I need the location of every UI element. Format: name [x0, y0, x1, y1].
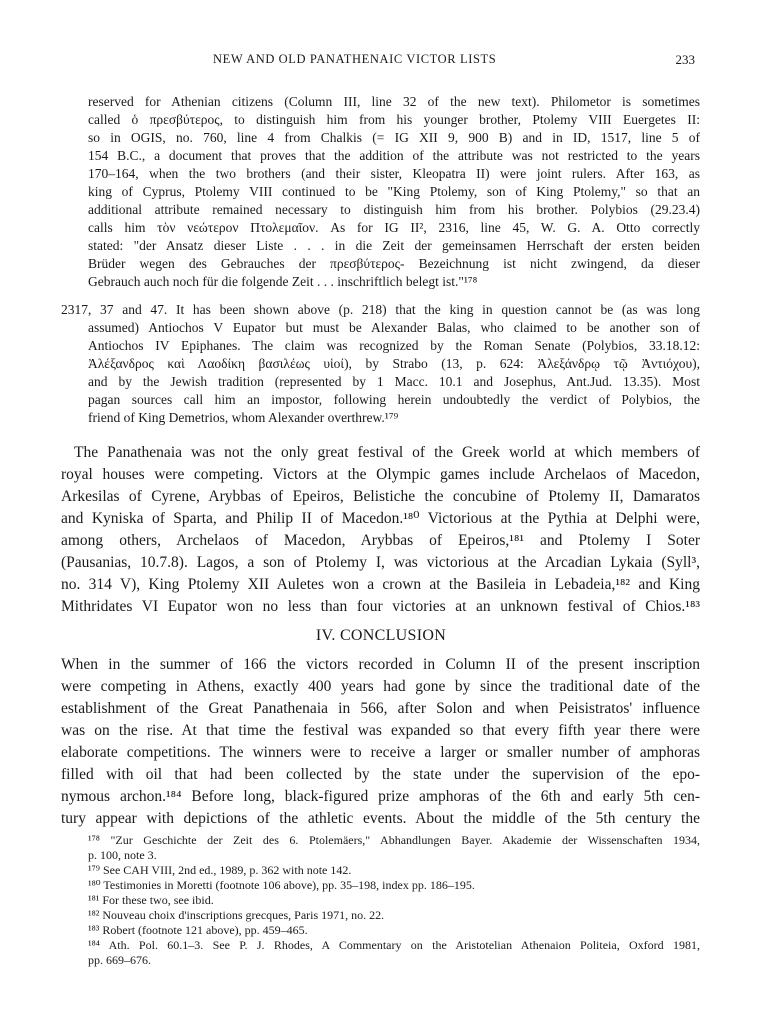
running-head-title: NEW AND OLD PANATHENAIC VICTOR LISTS — [213, 52, 497, 66]
body-line: nymous archon.¹⁸⁴ Before long, black-figured prize amphoras of the 6th and early 5th cen- — [61, 788, 700, 805]
note-line: Brüder wegen des Gebrauches der πρεσβύτερος- Bezeichnung ist nicht zwingend, da dieser — [88, 256, 700, 271]
body-line: establishment of the Great Panathenaia in 566, after Solon and when Peisistratos' influence — [61, 700, 700, 717]
footnote-line: ¹⁸³ Robert (footnote 121 above), pp. 459–465. — [88, 923, 308, 937]
note-line: 170–164, when the two brothers (and their sister, Kleopatra II) were joint rulers. After 163, as — [88, 166, 700, 181]
body-line: The Panathenaia was not the only great festival of the Greek world at which members of — [74, 444, 700, 461]
body-line: was on the rise. At that time the festival was expanded so that every fifth year there were — [61, 722, 700, 739]
note-line: pagan sources call him an impostor, following herein undoubtedly the verdict of Polybios, the — [88, 392, 700, 407]
note-line: assumed) Antiochos V Eupator but must be Alexander Balas, who claimed to be another son of — [88, 320, 700, 335]
note-line: and by the Jewish tradition (represented by 1 Macc. 10.1 and Josephus, Ant.Jud. 13.35). Most — [88, 374, 700, 389]
body-line: royal houses were competing. Victors at the Olympic games include Archelaos of Macedon, — [61, 466, 700, 483]
footnote-line: ¹⁸¹ For these two, see ibid. — [88, 893, 214, 907]
section-heading: IV. CONCLUSION — [315, 627, 447, 644]
note-line: reserved for Athenian citizens (Column III, line 32 of the new text). Philometor is sometimes — [88, 94, 700, 109]
body-line: elaborate competitions. The winners were to receive a larger or smaller number of amphoras — [61, 744, 700, 761]
body-line: Mithridates VI Eupator won no less than four victories at an unknown festival of Chios.¹⁸³ — [61, 598, 700, 615]
body-line: and Kyniska of Sparta, and Philip II of Macedon.¹⁸⁰ Victorious at the Pythia at Delphi were, — [61, 510, 700, 527]
body-line: When in the summer of 166 the victors recorded in Column II of the present inscription — [61, 656, 700, 673]
body-line: no. 314 V), King Ptolemy XII Auletes won a crown at the Basileia in Lebadeia,¹⁸² and King — [61, 576, 700, 593]
footnote-line: p. 100, note 3. — [88, 848, 157, 862]
note-line: Antiochos IV Epiphanes. The claim was recognized by the Roman Senate (Polybios, 33.18.12: — [88, 338, 700, 353]
note-line: calls him τὸν νεώτερον Πτολεμαῖον. As for IG II², 2316, line 45, W. G. A. Otto correctly — [88, 220, 700, 235]
note-line: stated: "der Ansatz dieser Liste . . . in die Zeit der gemeinsamen Herrschaft der ersten beiden — [88, 238, 700, 253]
note-line: Gebrauch auch noch für die folgende Zeit . . . inschriftlich belegt ist."¹⁷⁸ — [88, 274, 478, 289]
note-line: called ὁ πρεσβύτερος, to distinguish him from his younger brother, Ptolemy VIII Euergetes II: — [88, 112, 700, 127]
footnote-line: pp. 669–676. — [88, 953, 151, 967]
body-line: were competing in Athens, exactly 400 years had gone by since the traditional date of the — [61, 678, 700, 695]
page-number: 233 — [675, 52, 695, 67]
footnote-line: ¹⁸² Nouveau choix d'inscriptions grecques, Paris 1971, no. 22. — [88, 908, 385, 922]
footnote-line: ¹⁷⁸ "Zur Geschichte der Zeit des 6. Ptolemäers," Abhandlungen Bayer. Akademie der Wissenschaften 1934, — [88, 833, 700, 847]
note-line: 2317, 37 and 47. It has been shown above (p. 218) that the king in question cannot be (as was long — [61, 302, 700, 317]
body-line: Arkesilas of Cyrene, Arybbas of Epeiros, Belistiche the concubine of Ptolemy II, Damaratos — [61, 488, 700, 505]
footnote-line: ¹⁸⁰ Testimonies in Moretti (footnote 106 above), pp. 35–198, index pp. 186–195. — [88, 878, 475, 892]
body-line: filled with oil that had been collected by the state under the supervision of the epo- — [61, 766, 700, 783]
note-line: 154 B.C., a document that proves that the addition of the attribute was not restricted to the years — [88, 148, 700, 163]
footnote-line: ¹⁸⁴ Ath. Pol. 60.1–3. See P. J. Rhodes, A Commentary on the Aristotelian Athenaion Politeia, Oxford 1981, — [88, 938, 700, 952]
body-line: among others, Archelaos of Macedon, Arybbas of Epeiros,¹⁸¹ and Ptolemy I Soter — [61, 532, 700, 549]
note-line: king of Cyprus, Ptolemy VIII continued to be "King Ptolemy, son of King Ptolemy," so that an — [88, 184, 700, 199]
body-line: (Pausanias, 10.7.8). Lagos, a son of Ptolemy I, was victorious at the Arcadian Lykaia (Syll³, — [61, 554, 700, 571]
note-line: so in OGIS, no. 760, line 4 from Chalkis (= IG XII 9, 900 B) and in ID, 1517, line 5 of — [88, 130, 700, 145]
running-head — [0, 52, 762, 72]
body-line: tury appear with depictions of the athletic events. About the middle of the 5th century the — [61, 810, 700, 827]
footnote-line: ¹⁷⁹ See CAH VIII, 2nd ed., 1989, p. 362 with note 142. — [88, 863, 352, 877]
note-line: Ἀλέξανδρος καὶ Λαοδίκη βασιλέως υἱοί), by Strabo (13, p. 624: Ἀλεξάνδρῳ τῷ Ἀντιόχου), — [88, 356, 700, 371]
note-line: friend of King Demetrios, whom Alexander overthrew.¹⁷⁹ — [88, 410, 399, 425]
note-line: additional attribute remained necessary to distinguish him from his brother. Polybios (29.23.4) — [88, 202, 700, 217]
